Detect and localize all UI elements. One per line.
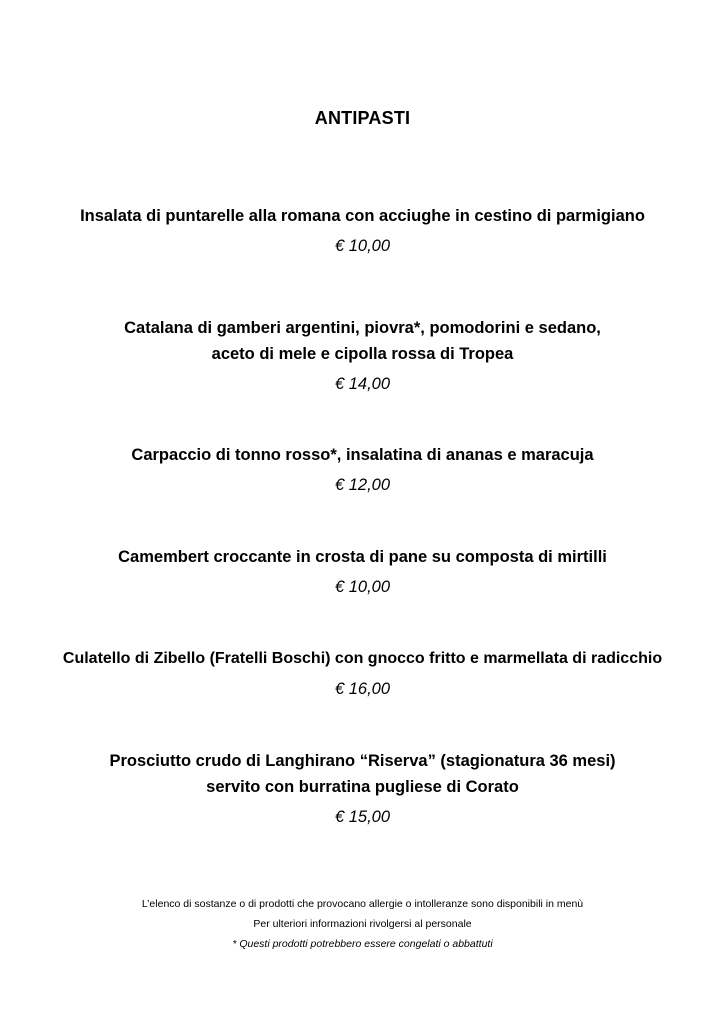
dish-price: € 10,00 [334,237,391,255]
dish-price: € 16,00 [334,680,391,698]
dish-price: € 10,00 [334,578,391,596]
dish-name: Prosciutto crudo di Langhirano “Riserva” (stagionatura 36 mesi) [109,752,616,770]
dish-name: Carpaccio di tonno rosso*, insalatina di ananas e maracuja [131,446,594,464]
dish-name-continued: servito con burratina pugliese di Corato [206,778,519,796]
menu-item [0,203,725,259]
dish-price: € 15,00 [334,808,391,826]
section-title: ANTIPASTI [314,108,411,128]
dish-name: Camembert croccante in crosta di pane su composta di mirtilli [118,548,607,566]
dish-price: € 14,00 [334,375,391,393]
menu-item [0,544,725,600]
dish-name-continued: aceto di mele e cipolla rossa di Tropea [211,345,514,363]
menu-item [0,646,725,702]
frozen-note: * Questi prodotti potrebbero essere congelati o abbattuti [232,938,493,950]
dish-name: Culatello di Zibello (Fratelli Boschi) con gnocco fritto e marmellata di radicchio [62,650,663,667]
dish-name: Catalana di gamberi argentini, piovra*, pomodorini e sedano, [124,319,601,337]
dish-name: Insalata di puntarelle alla romana con acciughe in cestino di parmigiano [80,207,645,225]
footer-notes [0,894,725,954]
menu-item [0,315,725,397]
dish-price: € 12,00 [334,476,391,494]
menu-item [0,748,725,830]
info-note: Per ulteriori informazioni rivolgersi al personale [253,918,472,930]
allergen-note: L’elenco di sostanze o di prodotti che provocano allergie o intolleranze sono disponibili in menù [141,898,584,910]
menu-item [0,442,725,498]
